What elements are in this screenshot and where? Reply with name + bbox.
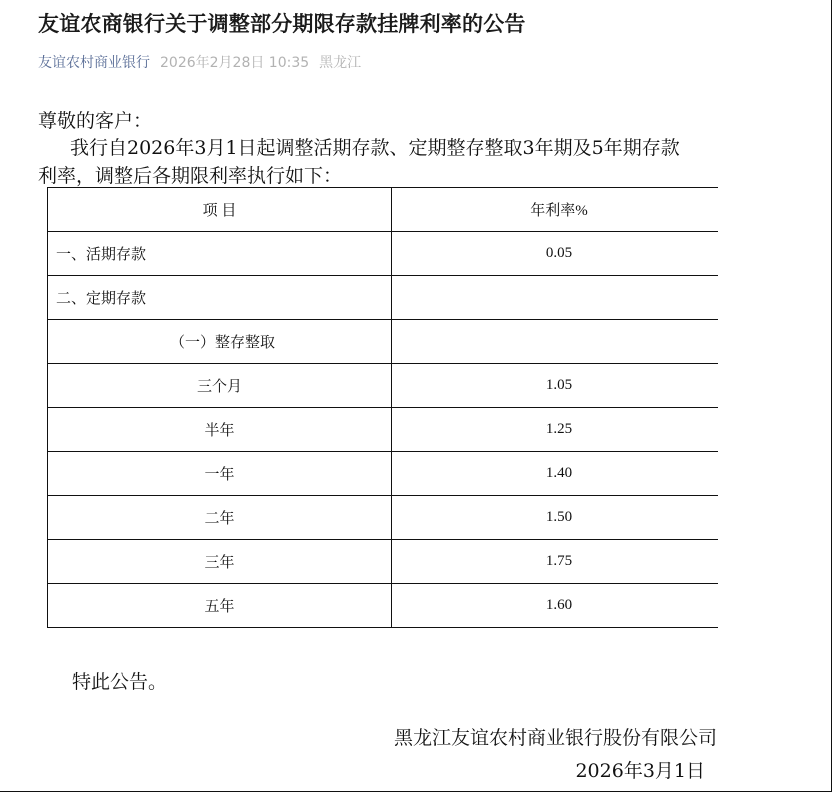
table-row (48, 320, 719, 364)
rate-table (47, 187, 718, 628)
row-rate (392, 276, 719, 320)
row-item: 二年 (48, 496, 392, 540)
row-rate: 1.75 (392, 540, 719, 584)
greeting: 尊敬的客户： (38, 110, 153, 132)
article-meta (38, 52, 361, 72)
row-item: 五年 (48, 584, 392, 628)
table-row (48, 584, 719, 628)
table-row (48, 364, 719, 408)
row-rate: 1.60 (392, 584, 719, 628)
body-paragraph-line2: 利率，调整后各期限利率执行如下： (38, 165, 343, 187)
row-item: 半年 (48, 408, 392, 452)
closing-statement: 特此公告。 (72, 671, 168, 693)
account-name-link[interactable]: 友谊农村商业银行 (38, 55, 150, 71)
row-rate: 1.25 (392, 408, 719, 452)
table-row (48, 540, 719, 584)
table-row (48, 232, 719, 276)
row-item: 二、定期存款 (48, 276, 392, 320)
header-rate: 年利率% (392, 188, 719, 232)
publish-datetime: 2026年2月28日 10:35 (160, 55, 310, 71)
article-title: 友谊农商银行关于调整部分期限存款挂牌利率的公告 (38, 12, 526, 36)
body-paragraph-line1: 我行自2026年3月1日起调整活期存款、定期整存整取3年期及5年期存款 (70, 137, 680, 159)
row-rate: 1.40 (392, 452, 719, 496)
row-rate: 1.50 (392, 496, 719, 540)
row-item: 三个月 (48, 364, 392, 408)
signature-date: 2026年3月1日 (575, 760, 705, 782)
row-item: （一）整存整取 (48, 320, 392, 364)
header-item: 项 目 (48, 188, 392, 232)
table-row (48, 452, 719, 496)
table-row (48, 496, 719, 540)
row-item: 三年 (48, 540, 392, 584)
table-header-row (48, 188, 719, 232)
publish-region: 黑龙江 (319, 55, 362, 71)
row-rate (392, 320, 719, 364)
row-item: 一年 (48, 452, 392, 496)
rate-table-container (47, 187, 718, 628)
signature-organization: 黑龙江友谊农村商业银行股份有限公司 (393, 727, 717, 749)
row-item: 一、活期存款 (48, 232, 392, 276)
row-rate: 0.05 (392, 232, 719, 276)
row-rate: 1.05 (392, 364, 719, 408)
table-row (48, 408, 719, 452)
table-row (48, 276, 719, 320)
